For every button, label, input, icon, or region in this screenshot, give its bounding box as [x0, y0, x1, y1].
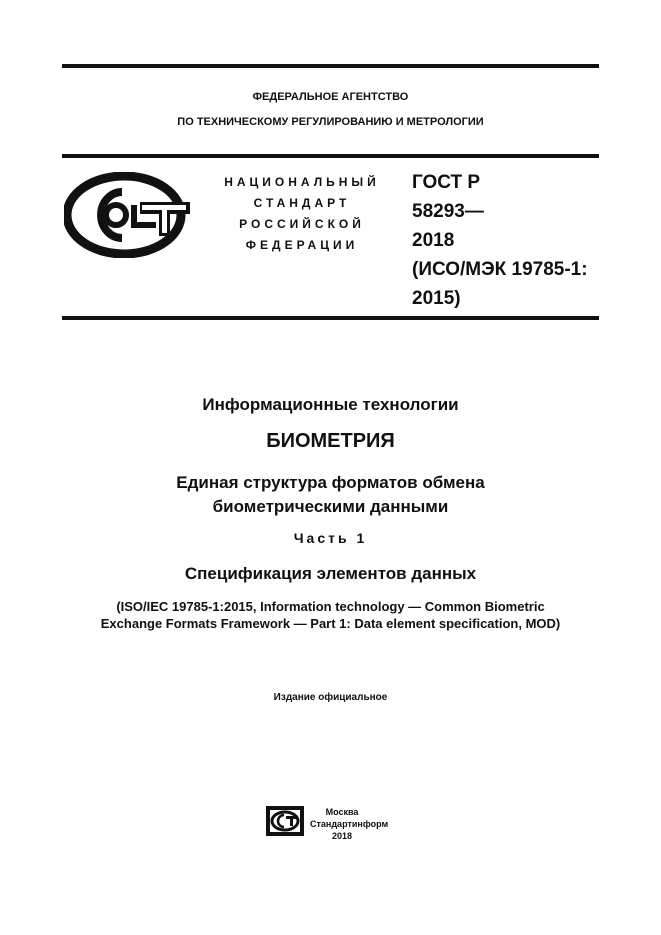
- title-line-1: Информационные технологии: [202, 395, 459, 414]
- publisher-block: [310, 806, 389, 842]
- edition-label: Издание официальное: [273, 692, 388, 703]
- gost-line-2: 58293—: [412, 201, 484, 222]
- title-line-3a: Единая структура форматов обмена: [176, 473, 485, 492]
- original-title: [62, 598, 599, 632]
- gost-line-1: ГОСТ Р: [412, 172, 481, 193]
- title-line-2: БИОМЕТРИЯ: [266, 430, 395, 452]
- publisher-year: 2018: [331, 831, 353, 841]
- part-label: Часть 1: [293, 530, 368, 546]
- title-line-3b: биометрическими данными: [212, 497, 449, 516]
- standard-rule: [62, 316, 599, 320]
- agency-line-2: ПО ТЕХНИЧЕСКОМУ РЕГУЛИРОВАНИЮ И МЕТРОЛОГИИ: [177, 116, 484, 128]
- gost-number: [412, 168, 588, 313]
- publisher-city: Москва: [325, 807, 359, 817]
- rst-logo-icon: [64, 172, 190, 258]
- header-rule: [62, 154, 599, 158]
- title-line-5: Спецификация элементов данных: [184, 564, 477, 583]
- original-title-b: Exchange Formats Framework — Part 1: Data element specification, MOD): [100, 616, 561, 631]
- gost-line-4: (ИСО/МЭК 19785-1:: [412, 259, 588, 280]
- gost-line-3: 2018: [412, 230, 455, 251]
- gost-line-5: 2015): [412, 288, 461, 309]
- national-line-3: РОССИЙСКОЙ: [239, 217, 365, 231]
- publisher-name: Стандартинформ: [310, 819, 389, 829]
- national-standard-label: [207, 172, 397, 256]
- agency-line-1: ФЕДЕРАЛЬНОЕ АГЕНТСТВО: [252, 91, 409, 103]
- national-line-4: ФЕДЕРАЦИИ: [245, 238, 359, 252]
- national-line-1: НАЦИОНАЛЬНЫЙ: [224, 175, 380, 189]
- standartinform-logo-icon: [265, 805, 305, 837]
- original-title-a: (ISO/IEC 19785-1:2015, Information technology — Common Biometric: [116, 599, 545, 614]
- top-rule: [62, 64, 599, 68]
- national-line-2: СТАНДАРТ: [253, 196, 351, 210]
- title-line-3: [62, 471, 599, 519]
